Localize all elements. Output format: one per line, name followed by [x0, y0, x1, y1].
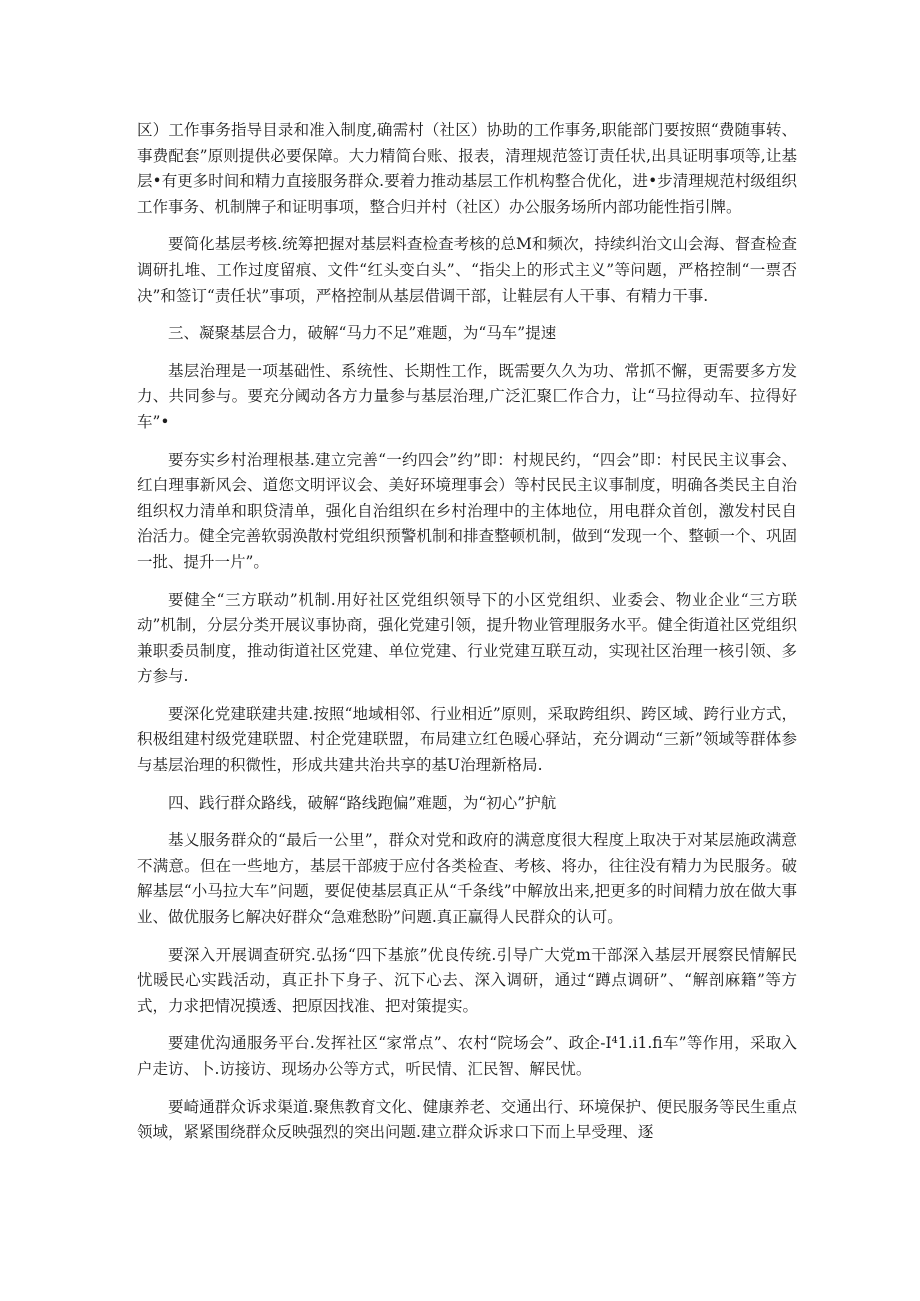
- paragraph-investigation: 要深入开展调查研究.弘扬“四下基旅”优良传统.引导广大党m干部深入基层开展察民情解民忧暖民心实践活动，真正扑下身子、沉下心去、深入调研，通过“蹲点调研”、“解剖麻籍”等方式，力求把情况摸透、把原因找准、把对策提实。: [137, 945, 797, 1015]
- paragraph-simplify-assessment: 要简化基层考核.统筹把握对基层料查检查考核的总M和频次，持续纠治文山会海、督查检查调研扎堆、工作过度留痕、文件“红头变白头”、“指尖上的形式主义”等问题，严格控制“一票否决”和签订“责任状”事项，严格控制从基层借调干部，让鞋层有人干事、有精力干事.: [137, 235, 797, 305]
- section-heading-3: 三、凝聚基层合力，破解“马力不足”难题，为“马车”提速: [168, 324, 557, 343]
- paragraph-serve-masses: 基乂服务群众的“最后一公里”，群众对党和政府的满意度很大程度上取决于对某层施政满意不满意。但在一些地方，基层干部疲于应付各类检查、考核、将办，往往没有精力为民服务。破解基层“小马拉大车”问题，要促使基层真正从“千条线”中解放出来,把更多的时间精力放在做大事业、做优服务匕解决好群众“急难愁盼”问题.真正赢得人民群众的认可。: [137, 831, 797, 927]
- paragraph-continuation: 区）工作事务指导目录和准入制度,确需村（社区）协助的工作事务,职能部门要按照“费随事转、事费配套”原则提供必要保障。大力精简台账、报表，清理规范签订责任状,出具证明事项等,让基层•有更多时间和精力直接服务群众.要着力推动基层工作机构整合优化，进•步清理规范村级组织工作事务、机制牌子和证明事项，整合归并村（社区）办公服务场所内部功能性指引牌。: [137, 121, 797, 216]
- document-body: [137, 118, 797, 1158]
- paragraph-service-platform: 要建优沟通服务平台.发挥社区“家常点”、农村“院场会”、政企-I⁴1.i1.fi车”等作用，采取入户走访、卜.访接访、现场办公等方式，听民情、汇民智、解民忧。: [137, 1034, 797, 1078]
- paragraph-party-building: 要深化党建联建共建.按照“地域相邻、行业相近”原则，采取跨组织、跨区域、跨行业方式，积极组建村级党建联盟、村企党建联盟，布局建立红色暖心驿站，充分调动“三新”领域等群体参与基层治理的积微性，形成共建共治共享的基U治理新格局.: [137, 704, 797, 775]
- paragraph-appeal-channels: 要崎通群众诉求渠道.聚焦教育文化、健康养老、交通出行、环境保护、便民服务等民生重点领域，紧紧围绕群众反映强烈的突出问题.建立群众诉求口下而上早受理、逐: [137, 1097, 797, 1142]
- paragraph-three-party-linkage: 要健全“三方联动”机制.用好社区党组织领导下的小区党组织、业委会、物业企业“三方联动”机制，分层分类开展议事协商，强化党建引领，提升物业管理服务水平。健全街道社区党组织兼职委员制度，推动街道社区党建、单位党建、行业党建互联互动，实现社区治理一核引领、多方参与.: [137, 590, 797, 686]
- section-heading-4: 四、践行群众路线，破解“路线跑偏”难题，为“初心”护航: [168, 793, 557, 812]
- paragraph-rural-governance: 要夯实乡村治理根基.建立完善“一约四会”约”即：村规民约，“四会”即：村民民主议事会、红白理事新风会、道您文明评议会、美好环境理事会）等村民民主议事制度，明确各类民主自治组织权力清单和职贷清单，强化自治组织在乡村治理中的主体地位，用电群众首创，激发村民自治活力。健全完善软弱涣散村党组织预警机制和排查整顿机制，做到“发现一个、整顿一个、巩固一批、提升一片”。: [137, 450, 797, 571]
- paragraph-governance-intro: 基层治理是一项基础性、系统性、长期性工作，既需要久久为功、常抓不懈，更需要多方发力、共同参与。要充分阈动各方力量参与基层治理,广泛汇聚匚作合力，让“马拉得动车、拉得好车”•: [137, 361, 797, 431]
